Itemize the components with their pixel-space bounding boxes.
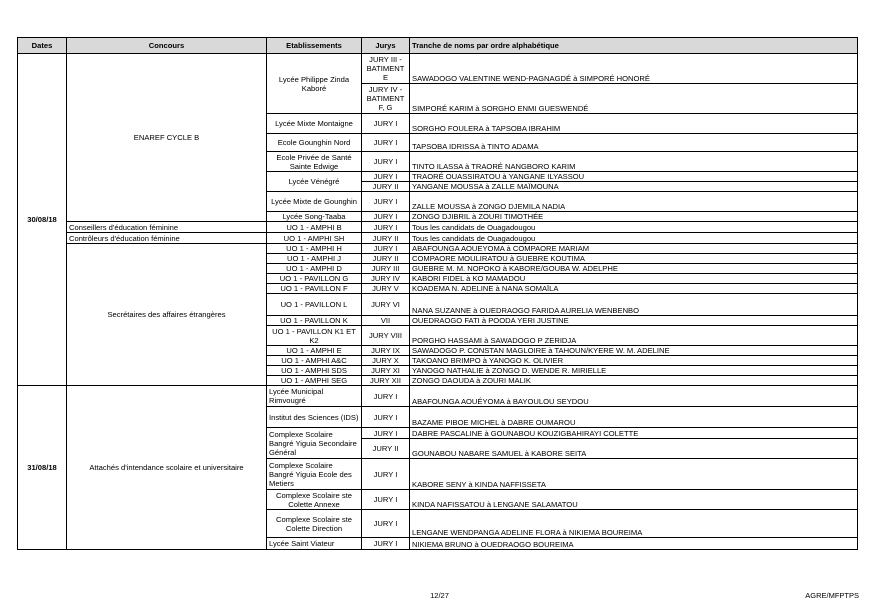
table-row (18, 222, 858, 233)
jury-cell: JURY I (362, 386, 410, 407)
tranche-cell: PORGHO HASSAMI à SAWADOGO P ZERIDJA (410, 326, 858, 346)
tranche-cell: TRAORÉ OUASSIRATOU à YANGANE ILYASSOU (410, 172, 858, 182)
tranche-cell: GOUNABOU NABARE SAMUEL à KABORE SEITA (410, 439, 858, 459)
tranche-cell: TAPSOBA IDRISSA à TINTO ADAMA (410, 134, 858, 152)
date-cell: 30/08/18 (18, 54, 67, 386)
tranche-cell: COMPAORE MOULIRATOU à GUEBRE KOUTIMA (410, 254, 858, 264)
jury-cell: JURY I (362, 407, 410, 428)
jury-cell: JURY IX (362, 346, 410, 356)
jury-cell: JURY I (362, 490, 410, 510)
jury-cell: JURY I (362, 459, 410, 490)
etablissement-cell: Institut des Sciences (IDS) (267, 407, 362, 428)
tranche-cell: BAZAME PIBOE MICHEL à DABRE OUMAROU (410, 407, 858, 428)
jury-cell: JURY III (362, 264, 410, 274)
jury-cell: JURY IV (362, 274, 410, 284)
header-jurys: Jurys (362, 38, 410, 54)
concours-cell: Secrétaires des affaires étrangères (67, 244, 267, 386)
tranche-cell: YANOGO NATHALIE à ZONGO D. WENDE R. MIRIELLE (410, 366, 858, 376)
etablissement-cell: Ecole Privée de Santé Sainte Edwige (267, 152, 362, 172)
etablissement-cell: UO 1 - AMPHI SH (267, 233, 362, 244)
table-row (18, 233, 858, 244)
tranche-cell: SAWADOGO P. CONSTAN MAGLOIRE à TAHOUN/KYERE W. M. ADELINE (410, 346, 858, 356)
date-cell: 31/08/18 (18, 386, 67, 550)
tranche-cell: ABAFOUNGA AOUEYOMA à COMPAORE MARIAM (410, 244, 858, 254)
tranche-cell: GUEBRE M. M. NOPOKO à KABORE/GOUBA W. ADELPHE (410, 264, 858, 274)
etablissement-cell: Lycée Municipal Rimvougré (267, 386, 362, 407)
etablissement-cell: Lycée Mixte de Gounghin (267, 192, 362, 212)
jury-cell: JURY XI (362, 366, 410, 376)
concours-cell: ENAREF CYCLE B (67, 54, 267, 222)
schedule-table (17, 37, 858, 550)
jury-cell: JURY I (362, 510, 410, 538)
jury-cell: JURY II (362, 233, 410, 244)
etablissement-cell: Complexe Scolaire ste Colette Annexe (267, 490, 362, 510)
etablissement-cell: UO 1 - PAVILLON K (267, 316, 362, 326)
document-reference: AGRE/MFPTPS (805, 591, 859, 600)
etablissement-cell: Complexe Scolaire ste Colette Direction (267, 510, 362, 538)
etablissement-cell: Complexe Scolaire Bangré Yiguia Ecole des Metiers (267, 459, 362, 490)
jury-cell: JURY IV - BATIMENT F, G (362, 84, 410, 114)
etablissement-cell: Lycée Mixte Montaigne (267, 114, 362, 134)
header-row (18, 38, 858, 54)
jury-cell: JURY III - BATIMENT E (362, 54, 410, 84)
jury-cell: JURY I (362, 222, 410, 233)
tranche-cell: Tous les candidats de Ouagadougou (410, 222, 858, 233)
jury-cell: VII (362, 316, 410, 326)
header-tranche: Tranche de noms par ordre alphabétique (410, 38, 858, 54)
jury-cell: JURY I (362, 538, 410, 550)
etablissement-cell: Ecole Gounghin Nord (267, 134, 362, 152)
concours-cell: Attachés d'intendance scolaire et universitaire (67, 386, 267, 550)
page-number: 12/27 (430, 591, 449, 600)
tranche-cell: KOADEMA N. ADELINE à NANA SOMAÏLA (410, 284, 858, 294)
jury-cell: JURY I (362, 428, 410, 439)
etablissement-cell: Lycée Saint Viateur (267, 538, 362, 550)
tranche-cell: ZONGO DAOUDA à ZOURI MALIK (410, 376, 858, 386)
etablissement-cell: UO 1 - PAVILLON F (267, 284, 362, 294)
jury-cell: JURY I (362, 192, 410, 212)
etablissement-cell: UO 1 - PAVILLON L (267, 294, 362, 316)
jury-cell: JURY I (362, 114, 410, 134)
tranche-cell: NIKIEMA BRUNO à OUEDRAOGO BOUREIMA (410, 538, 858, 550)
jury-cell: JURY X (362, 356, 410, 366)
etablissement-cell: Complexe Scolaire Bangré Yiguia Secondaire Général (267, 428, 362, 459)
etablissement-cell: UO 1 - AMPHI D (267, 264, 362, 274)
tranche-cell: ZALLE MOUSSA à ZONGO DJEMILA NADIA (410, 192, 858, 212)
tranche-cell: ZONGO DJIBRIL à ZOURI TIMOTHÉE (410, 212, 858, 222)
jury-cell: JURY II (362, 439, 410, 459)
jury-cell: JURY VI (362, 294, 410, 316)
etablissement-cell: Lycée Song-Taaba (267, 212, 362, 222)
jury-cell: JURY I (362, 244, 410, 254)
etablissement-cell: UO 1 - AMPHI SEG (267, 376, 362, 386)
header-etablissements: Etablissements (267, 38, 362, 54)
jury-cell: JURY VIII (362, 326, 410, 346)
jury-cell: JURY V (362, 284, 410, 294)
table-row (18, 54, 858, 84)
jury-cell: JURY I (362, 152, 410, 172)
tranche-cell: OUEDRAOGO FATI à POODA YERI JUSTINE (410, 316, 858, 326)
tranche-cell: KABORE SENY à KINDA NAFFISSETA (410, 459, 858, 490)
concours-cell: Conseillers d'éducation féminine (67, 222, 267, 233)
jury-cell: JURY XII (362, 376, 410, 386)
etablissement-cell: UO 1 - PAVILLON K1 ET K2 (267, 326, 362, 346)
etablissement-cell: UO 1 - AMPHI B (267, 222, 362, 233)
etablissement-cell: UO 1 - AMPHI J (267, 254, 362, 264)
etablissement-cell: UO 1 - PAVILLON G (267, 274, 362, 284)
tranche-cell: SAWADOGO VALENTINE WEND-PAGNAGDÉ à SIMPORÉ HONORÉ (410, 54, 858, 84)
jury-cell: JURY I (362, 134, 410, 152)
jury-cell: JURY I (362, 212, 410, 222)
tranche-cell: YANGANE MOUSSA à ZALLE MAÏMOUNA (410, 182, 858, 192)
table-row (18, 244, 858, 254)
header-dates: Dates (18, 38, 67, 54)
tranche-cell: LENGANE WENDPANGA ADELINE FLORA à NIKIEMA BOUREIMA (410, 510, 858, 538)
etablissement-cell: UO 1 - AMPHI E (267, 346, 362, 356)
jury-cell: JURY II (362, 254, 410, 264)
tranche-cell: KINDA NAFISSATOU à LENGANE SALAMATOU (410, 490, 858, 510)
header-concours: Concours (67, 38, 267, 54)
tranche-cell: TAKOANO BRIMPO à YANOGO K. OLIVIER (410, 356, 858, 366)
etablissement-cell: UO 1 - AMPHI SDS (267, 366, 362, 376)
tranche-cell: DABRE PASCALINE à GOUNABOU KOUZIGBAHIRAYI COLETTE (410, 428, 858, 439)
jury-cell: JURY I (362, 172, 410, 182)
tranche-cell: ABAFOUNGA AOUÉYOMA à BAYOULOU SEYDOU (410, 386, 858, 407)
tranche-cell: NANA SUZANNE à OUEDRAOGO FARIDA AURELIA WENBENBO (410, 294, 858, 316)
tranche-cell: SIMPORÉ KARIM à SORGHO ENMI GUESWENDÉ (410, 84, 858, 114)
etablissement-cell: UO 1 - AMPHI H (267, 244, 362, 254)
concours-cell: Contrôleurs d'éducation féminine (67, 233, 267, 244)
tranche-cell: Tous les candidats de Ouagadougou (410, 233, 858, 244)
tranche-cell: SORGHO FOULERA à TAPSOBA IBRAHIM (410, 114, 858, 134)
tranche-cell: KABORI FIDEL à KO MAMADOU (410, 274, 858, 284)
jury-cell: JURY II (362, 182, 410, 192)
etablissement-cell: Lycée Philippe Zinda Kaboré (267, 54, 362, 114)
table-row (18, 386, 858, 407)
tranche-cell: TINTO ILASSA à TRAORÉ NANGBORO KARIM (410, 152, 858, 172)
etablissement-cell: UO 1 - AMPHI A&C (267, 356, 362, 366)
etablissement-cell: Lycée Vénégré (267, 172, 362, 192)
